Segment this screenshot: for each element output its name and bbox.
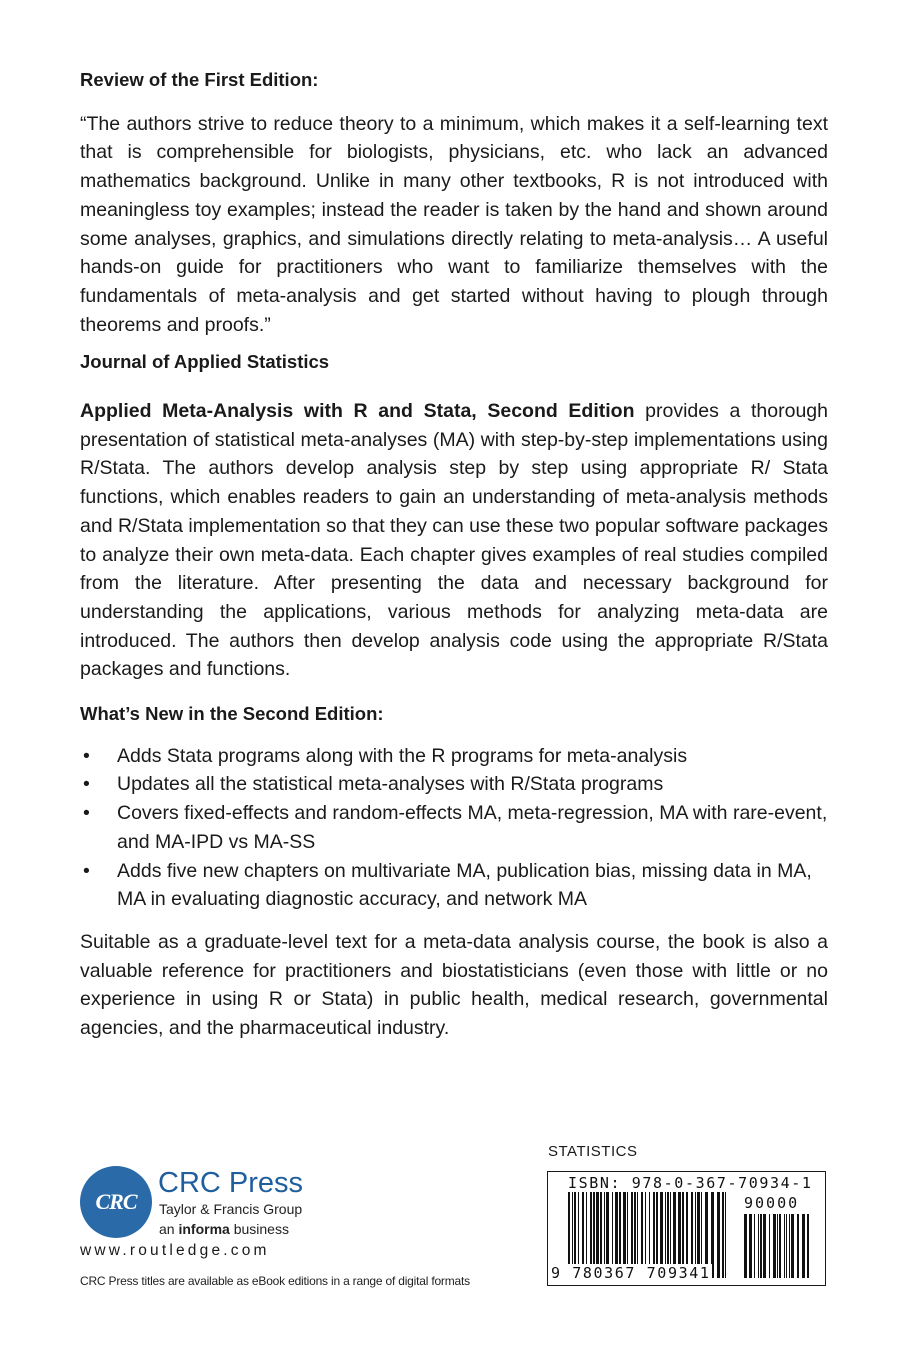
barcode-bar — [744, 1214, 747, 1278]
barcode-bar — [786, 1214, 787, 1278]
list-item: • Adds Stata programs along with the R programs for meta-analysis — [80, 742, 828, 771]
review-source: Journal of Applied Statistics — [80, 351, 330, 373]
book-title: Applied Meta-Analysis with R and Stata, Second Edition — [80, 400, 635, 423]
whats-new-list — [80, 742, 828, 914]
barcode-bar — [791, 1214, 794, 1278]
description-body: provides a thorough presentation of statistical meta-analyses (MA) with step-by-step implementations using R/Stata. The authors develop analysis step by step using appropriate R/ Stata functions, which enables readers to gain an understanding of meta-analysis methods and R/Stata implementation so that they can use these two popular software packages to analyze their own meta-data. Each chapter gives examples of real studies compiled from the literature. After presenting the data and necessary background for understanding the applications, various methods for analyzing meta-data are introduced. The authors then develop analysis code using the appropriate R/Stata packages and functions. — [80, 400, 828, 681]
barcode-bar — [769, 1214, 770, 1278]
barcode-bar — [807, 1214, 809, 1278]
barcode-bar — [725, 1192, 726, 1278]
review-heading: Review of the First Edition: — [80, 69, 319, 90]
barcode-bar — [760, 1214, 762, 1278]
crc-logo-icon: CRC — [80, 1166, 152, 1238]
ebook-note: CRC Press titles are available as eBook editions in a range of digital formats — [80, 1274, 470, 1288]
barcode-bar — [717, 1192, 720, 1278]
back-cover-text — [80, 66, 828, 1043]
barcode-bar — [779, 1214, 781, 1278]
whats-new-heading: What’s New in the Second Edition: — [80, 703, 384, 725]
barcode-bar — [749, 1214, 752, 1278]
isbn-label: ISBN: 978-0-367-70934-1 — [568, 1174, 813, 1192]
barcode-digits: 9 780367 709341 — [551, 1264, 711, 1282]
barcode-bar — [758, 1214, 759, 1278]
website-link[interactable]: www.routledge.com — [80, 1242, 270, 1259]
publisher-group: Taylor & Francis Group — [159, 1201, 303, 1217]
review-quote: “The authors strive to reduce theory to a minimum, which makes it a self-learning text that is comprehensible for biologists, physicians, etc. who lack an advanced mathematics background. Unlike in many other textbooks, R is not introduced with meaningless toy examples; instead the reader is taken by the hand and shown around some analyses, graphics, and simulations directly relating to meta-analysis… A useful hands-on guide for practitioners who want to familiarize themselves with the fundamentals of meta-analysis and get started without having to plough through theorems and proofs.” — [80, 112, 828, 336]
barcode-bar — [722, 1192, 724, 1278]
barcode-bar — [777, 1214, 778, 1278]
list-item: • Covers fixed-effects and random-effects MA, meta-regression, MA with rare-event, and MA-IPD vs MA-SS — [80, 799, 828, 856]
publisher-name: CRC Press — [158, 1167, 304, 1199]
list-item: • Adds five new chapters on multivariate MA, publication bias, missing data in MA, MA in evaluating diagnostic accuracy, and network MA — [80, 857, 828, 914]
list-item: • Updates all the statistical meta-analyses with R/Stata programs — [80, 770, 828, 799]
book-description — [80, 397, 828, 684]
barcode-bar — [789, 1214, 790, 1278]
subject-category: STATISTICS — [548, 1143, 638, 1160]
closing-paragraph: Suitable as a graduate-level text for a meta-data analysis course, the book is also a valuable reference for practitioners and biostatisticians (even those with little or no experience in using R or Stata) in public health, medical research, governmental agencies, and the pharmaceutical industry. — [80, 930, 828, 1040]
isbn-barcode — [547, 1171, 826, 1286]
barcode-bar — [784, 1214, 785, 1278]
price-code: 90000 — [744, 1194, 800, 1212]
barcode-bar — [763, 1214, 766, 1278]
barcode-bar — [773, 1214, 776, 1278]
barcode-bar — [802, 1214, 805, 1278]
barcode-bar — [754, 1214, 755, 1278]
barcode-bar — [797, 1214, 799, 1278]
publisher-business: an informa business — [159, 1221, 289, 1237]
